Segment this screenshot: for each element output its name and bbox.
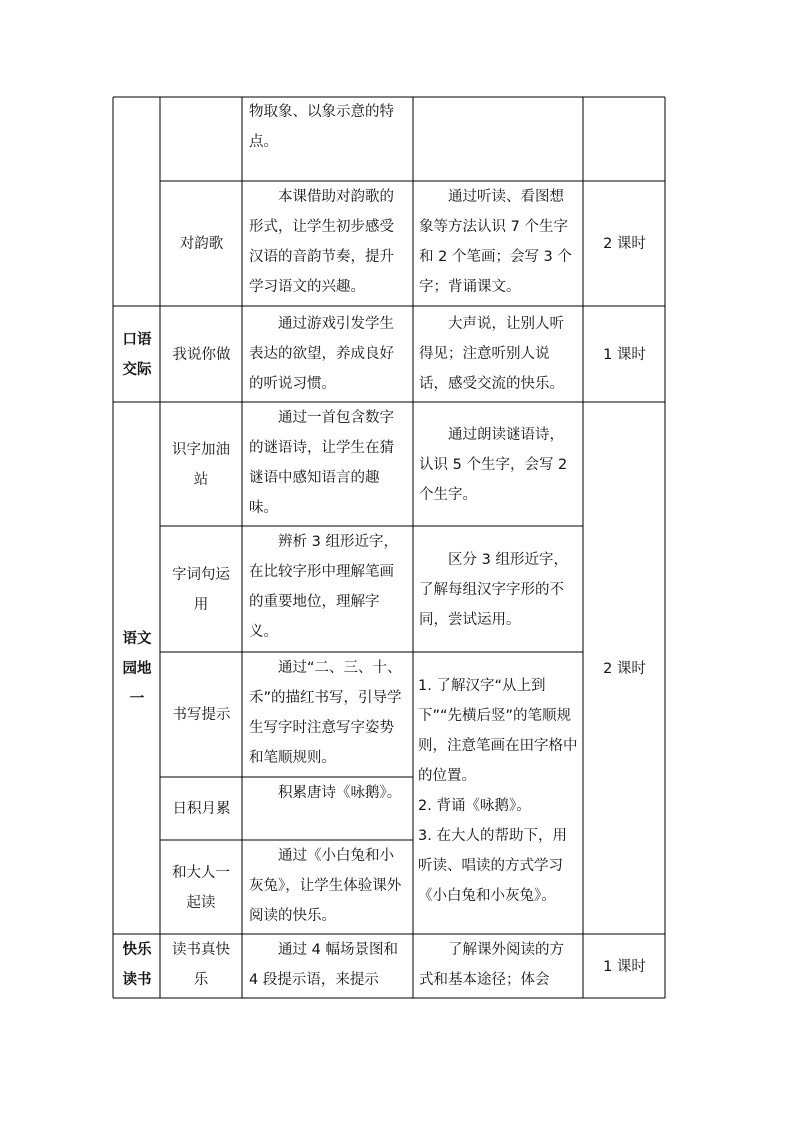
zici-goal: 辨析 3 组形近字，在比较字形中理解笔画的重要地位，理解字义。 (249, 534, 398, 640)
lesson-name: 对韵歌 (179, 236, 224, 252)
row3-lesson (161, 307, 242, 402)
garden-merged-objective (418, 671, 581, 911)
daren-goal: 通过《小白兔和小灰兔》，让学生体验课外阅读的快乐。 (249, 848, 402, 924)
row9-unit: 快乐读书 (122, 942, 152, 988)
objective-text: 区分 3 组形近字，了解每组汉字字形的不同，尝试运用。 (419, 551, 568, 628)
lesson-name: 和大人一起读 (172, 864, 230, 911)
objective-line: 1. 了解汉字“从上到下”“先横后竖”的笔顺规则，注意笔画在田字格中的位置。 (418, 678, 578, 784)
unit-name: 语文园地一 (122, 630, 152, 707)
row9-objective: 了解课外阅读的方式和基本途径；体会 (419, 942, 564, 988)
row3-objective: 大声说，让别人听得见；注意听别人说话，感受交流的快乐。 (419, 316, 564, 392)
row2-goal: 本课借助对韵歌的形式，让学生初步感受汉语的音韵节奏，提升学习语文的兴趣。 (249, 189, 394, 295)
objective-line: 3. 在大人的帮助下，用听读、唱读的方式学习《小白兔和小灰兔》。 (418, 828, 567, 904)
row9-lesson: 读书真快乐 (172, 942, 230, 988)
zici-lesson (168, 527, 234, 652)
hours-value: 2 课时 (603, 660, 646, 677)
hours-value: 1 课时 (603, 958, 646, 975)
objective-text: 通过朗读谜语诗，认识 5 个生字，会写 2 个生字。 (419, 426, 568, 503)
lesson-name: 我说你做 (172, 346, 231, 363)
garden-hours (584, 403, 665, 934)
shizi-goal: 通过一首包含数字的谜语诗，让学生在猜谜语中感知语言的趣味。 (249, 410, 394, 516)
row3-goal: 通过游戏引发学生表达的欲望，养成良好的听说习惯。 (249, 316, 394, 392)
hours-value: 1 课时 (603, 346, 646, 363)
row1-goal: 物取象、以象示意的特点。 (249, 104, 394, 150)
row9-goal: 通过 4 幅场景图和 4 段提示语，来提示 (249, 942, 398, 988)
riji-lesson (161, 778, 242, 840)
row2-lesson (161, 182, 242, 306)
zici-objective (419, 527, 577, 652)
row2-objective: 通过听读、看图想象等方法认识 7 个生字和 2 个笔画；会写 3 个字；背诵课文。 (419, 189, 572, 295)
row2-hours (584, 182, 665, 306)
hours-value: 2 课时 (603, 236, 646, 252)
objective-line: 2. 背诵《咏鹅》。 (418, 798, 531, 814)
shizi-lesson (168, 403, 234, 526)
lesson-name: 书写提示 (172, 707, 231, 723)
unit-name: 口语交际 (122, 331, 152, 378)
lesson-name: 字词句运用 (172, 566, 230, 613)
garden-unit (118, 403, 156, 934)
daren-lesson (170, 841, 232, 934)
row3-unit (118, 307, 156, 402)
riji-goal: 积累唐诗《咏鹅》。 (278, 785, 402, 801)
row3-hours (584, 307, 665, 402)
shuxie-goal: 通过“二、三、十、禾”的描红书写，引导学生写字时注意写字姿势和笔顺规则。 (249, 660, 402, 766)
shizi-objective (419, 403, 577, 526)
lesson-name: 识字加油站 (172, 441, 230, 488)
row9-hours (584, 935, 665, 998)
shuxie-lesson (161, 653, 242, 777)
lesson-name: 日积月累 (172, 801, 231, 817)
